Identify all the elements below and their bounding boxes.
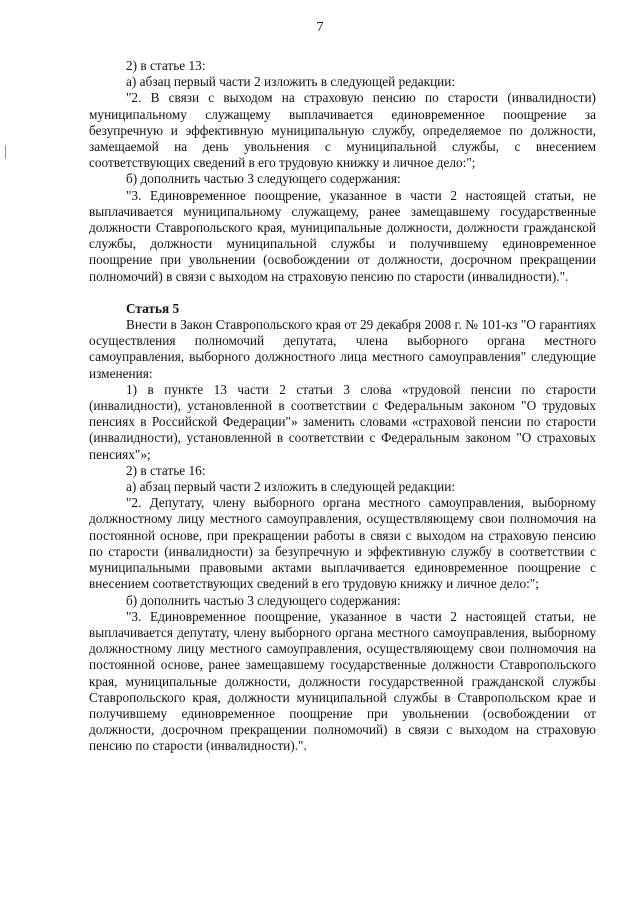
- page-number: 7: [316, 20, 324, 35]
- article-13-part-2-text: "2. В связи с выходом на страховую пенсию по старости (инвалидности) муниципальному служащему выплачивается единовременное поощрение за безупречную и эффективную муниципальную службу, определяемое по должности, замещаемой на день увольнения с муниципальной службы, с внесением соответствующих сведений в его трудовую книжку и личное дело:";: [89, 90, 596, 171]
- margin-mark: [5, 145, 6, 159]
- article-5-item-2: 2) в статье 16:: [126, 462, 206, 478]
- article-5-intro: Внести в Закон Ставропольского края от 29 декабря 2008 г. № 101-кз "О гарантиях осуществления полномочий депутата, члена выборного органа местного самоуправления, выборного должностного лица местного самоуправления" следующие изменения:: [89, 317, 596, 381]
- article-5-heading: Статья 5: [126, 300, 180, 316]
- article-16-subitem-b: б) дополнить частью 3 следующего содержания:: [126, 592, 401, 608]
- article-13-item: 2) в статье 13:: [126, 58, 206, 73]
- article-13-subitem-a: а) абзац первый части 2 изложить в следующей редакции:: [126, 74, 456, 90]
- article-13-part-3-text: "3. Единовременное поощрение, указанное в части 2 настоящей статьи, не выплачивается муниципальному служащему, ранее замещавшему государственные должности Ставропольского края, муниципальные должности, должности гражданской службы, должности муниципальной службы и получившему единовременное поощрение при увольнении (освобождении от должности, досрочном прекращении полномочий) в связи с выходом на страховую пенсию по старости (инвалидности).".: [89, 187, 596, 284]
- article-16-part-3-text: "3. Единовременное поощрение, указанное в части 2 настоящей статьи, не выплачивается депутату, члену выборного органа местного самоуправления, выборному должностному лицу местного самоуправления, осуществляющему свои полномочия на постоянной основе, ранее замещавшему государственные должности Ставропольского края, муниципальные должности, должности государственной гражданской службы Ставропольского края, должности муниципальной службы в Ставропольском крае и получившему единовременное поощрение при увольнении (освобождении от должности, досрочном прекращении полномочий) в связи с выходом на страховую пенсию по старости (инвалидности).".: [89, 608, 596, 754]
- article-16-part-2-text: "2. Депутату, члену выборного органа местного самоуправления, выборному должностному лицу местного самоуправления, осуществляющему свои полномочия на постоянной основе, при прекращении работы в связи с выходом на страховую пенсию по старости (инвалидности) за безупречную и эффективную службу в соответствии с муниципальными правовыми актами выплачивается единовременное поощрение с внесением соответствующих сведений в его трудовую книжку и личное дело:";: [89, 495, 596, 592]
- article-5-item-1: 1) в пункте 13 части 2 статьи 3 слова «трудовой пенсии по старости (инвалидности), установленной в соответствии с Федеральным законом "О трудовых пенсиях в Российской Федерации"» заменить словами «страховой пенсии по старости (инвалидности), установленной в соответствии с Федеральным законом "О страховых пенсиях"»;: [89, 381, 596, 462]
- document-body: [89, 58, 596, 755]
- article-16-subitem-a: а) абзац первый части 2 изложить в следующей редакции:: [126, 479, 456, 495]
- article-13-subitem-b: б) дополнить частью 3 следующего содержания:: [126, 171, 401, 187]
